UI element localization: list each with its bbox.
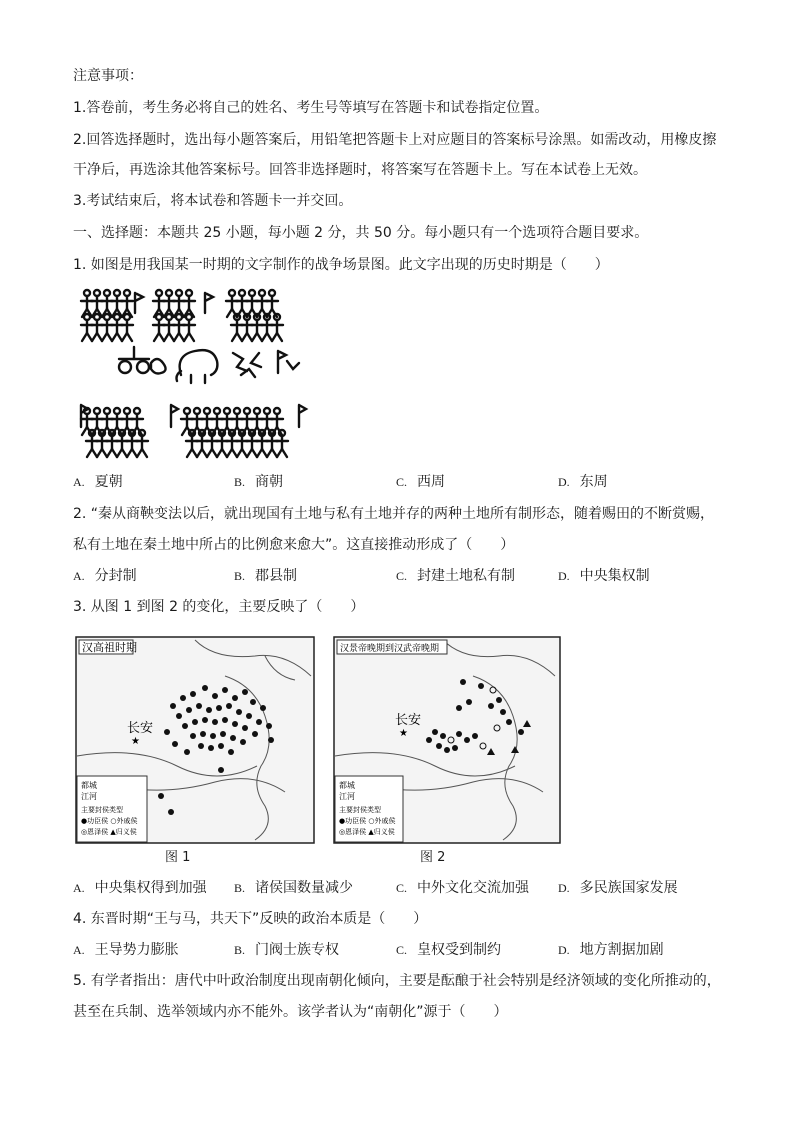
q4-option-b[interactable] <box>234 940 339 960</box>
legend-capital: 都城 <box>81 781 97 790</box>
map-caption-1: 图 1 <box>165 850 191 865</box>
notice-item: 1.答卷前，考生务必将自己的姓名、考生号等填写在答题卡和试卷指定位置。 <box>73 100 549 116</box>
option-text: 中央集权得到加强 <box>94 880 207 896</box>
question-3-stem: 3. 从图 1 到图 2 的变化，主要反映了（ ） <box>73 599 365 615</box>
q1-option-c[interactable] <box>396 472 445 492</box>
q1-option-d[interactable] <box>558 472 608 492</box>
option-key: B. <box>234 943 246 957</box>
option-key: D. <box>558 881 570 895</box>
legend-types: ●功臣侯 ○外戚侯 <box>81 817 138 825</box>
option-key: B. <box>234 881 246 895</box>
q2-option-b[interactable] <box>234 566 297 586</box>
option-text: 皇权受到制约 <box>417 942 502 958</box>
map-figure-2 <box>333 636 561 844</box>
option-text: 分封制 <box>94 568 137 584</box>
question-4-stem: 4. 东晋时期“王与马，共天下”反映的政治本质是（ ） <box>73 911 428 927</box>
option-text: 西周 <box>417 474 446 490</box>
option-key: A. <box>73 881 85 895</box>
legend-types: ◎恩泽侯 ▲归义侯 <box>339 828 395 836</box>
option-text: 中央集权制 <box>579 568 650 584</box>
oracle-bone-battle-figure <box>73 283 313 463</box>
notice-item: 3.考试结束后，将本试卷和答题卡一并交回。 <box>73 193 353 209</box>
option-text: 封建土地私有制 <box>417 568 516 584</box>
q1-option-a[interactable] <box>73 472 123 492</box>
map-caption-2: 图 2 <box>420 850 446 865</box>
legend-types: ◎恩泽侯 ▲归义侯 <box>81 828 137 836</box>
option-key: B. <box>234 475 246 489</box>
option-text: 郡县制 <box>255 568 298 584</box>
map-title: 汉景帝晚期到汉武帝晚期 <box>340 643 440 653</box>
capital-star-icon: ★ <box>399 728 408 739</box>
option-text: 地方割据加剧 <box>579 942 664 958</box>
option-text: 多民族国家发展 <box>579 880 678 896</box>
option-key: A. <box>73 943 85 957</box>
legend-type-title: 主要封侯类型 <box>339 806 381 814</box>
oracle-bone-battle-icon <box>73 283 313 463</box>
notice-item: 2.回答选择题时，选出每小题答案后，用铅笔把答题卡上对应题目的答案标号涂黑。如需改动，用橡皮擦 <box>73 132 717 148</box>
capital-star-icon: ★ <box>131 736 140 747</box>
option-key: B. <box>234 569 246 583</box>
question-2-stem: 2. “秦从商鞅变法以后，就出现国有土地与私有土地并存的两种土地所有制形态，随着赐田的不断赏赐， <box>73 506 715 522</box>
legend-capital: 都城 <box>339 781 355 790</box>
q1-option-b[interactable] <box>234 472 283 492</box>
q2-option-d[interactable] <box>558 566 650 586</box>
q3-option-d[interactable] <box>558 878 678 898</box>
legend-types: ●功臣侯 ○外戚侯 <box>339 817 396 825</box>
option-text: 诸侯国数量减少 <box>255 880 354 896</box>
q3-option-a[interactable] <box>73 878 207 898</box>
q2-option-c[interactable] <box>396 566 515 586</box>
q4-option-c[interactable] <box>396 940 501 960</box>
option-key: C. <box>396 475 408 489</box>
map-title: 汉高祖时期 <box>82 642 137 654</box>
option-text: 夏朝 <box>94 474 123 490</box>
legend-river: 江河 <box>339 792 355 801</box>
option-key: C. <box>396 881 408 895</box>
notice-heading: 注意事项： <box>73 68 143 84</box>
q3-option-c[interactable] <box>396 878 529 898</box>
option-key: C. <box>396 569 408 583</box>
map-figure-1 <box>75 636 315 844</box>
option-key: C. <box>396 943 408 957</box>
notice-item: 干净后，再选涂其他答案标号。回答非选择题时，将答案写在答题卡上。写在本试卷上无效。 <box>73 162 647 178</box>
question-5-stem: 5. 有学者指出：唐代中叶政治制度出现南朝化倾向，主要是酝酿于社会特别是经济领域的变化所推动的， <box>73 973 721 989</box>
question-5-stem: 甚至在兵制、选举领域内亦不能外。该学者认为“南朝化”源于（ ） <box>73 1004 508 1020</box>
option-key: A. <box>73 569 85 583</box>
legend-river: 江河 <box>81 792 97 801</box>
option-text: 中外文化交流加强 <box>417 880 530 896</box>
option-key: A. <box>73 475 85 489</box>
question-2-stem: 私有土地在秦土地中所占的比例愈来愈大”。这直接推动形成了（ ） <box>73 537 515 553</box>
option-text: 王导势力膨胀 <box>94 942 179 958</box>
option-key: D. <box>558 569 570 583</box>
question-1-stem: 1. 如图是用我国某一时期的文字制作的战争场景图。此文字出现的历史时期是（ ） <box>73 257 609 273</box>
legend-type-title: 主要封侯类型 <box>81 806 123 814</box>
city-label: 长安 <box>395 713 422 728</box>
option-text: 东周 <box>579 474 608 490</box>
option-text: 商朝 <box>255 474 284 490</box>
q4-option-a[interactable] <box>73 940 179 960</box>
option-key: D. <box>558 943 570 957</box>
option-key: D. <box>558 475 570 489</box>
q3-option-b[interactable] <box>234 878 353 898</box>
section-heading: 一、选择题：本题共 25 小题，每小题 2 分，共 50 分。每小题只有一个选项符合题目要求。 <box>73 225 649 241</box>
option-text: 门阀士族专权 <box>255 942 340 958</box>
q2-option-a[interactable] <box>73 566 137 586</box>
q4-option-d[interactable] <box>558 940 664 960</box>
city-label: 长安 <box>127 721 154 736</box>
